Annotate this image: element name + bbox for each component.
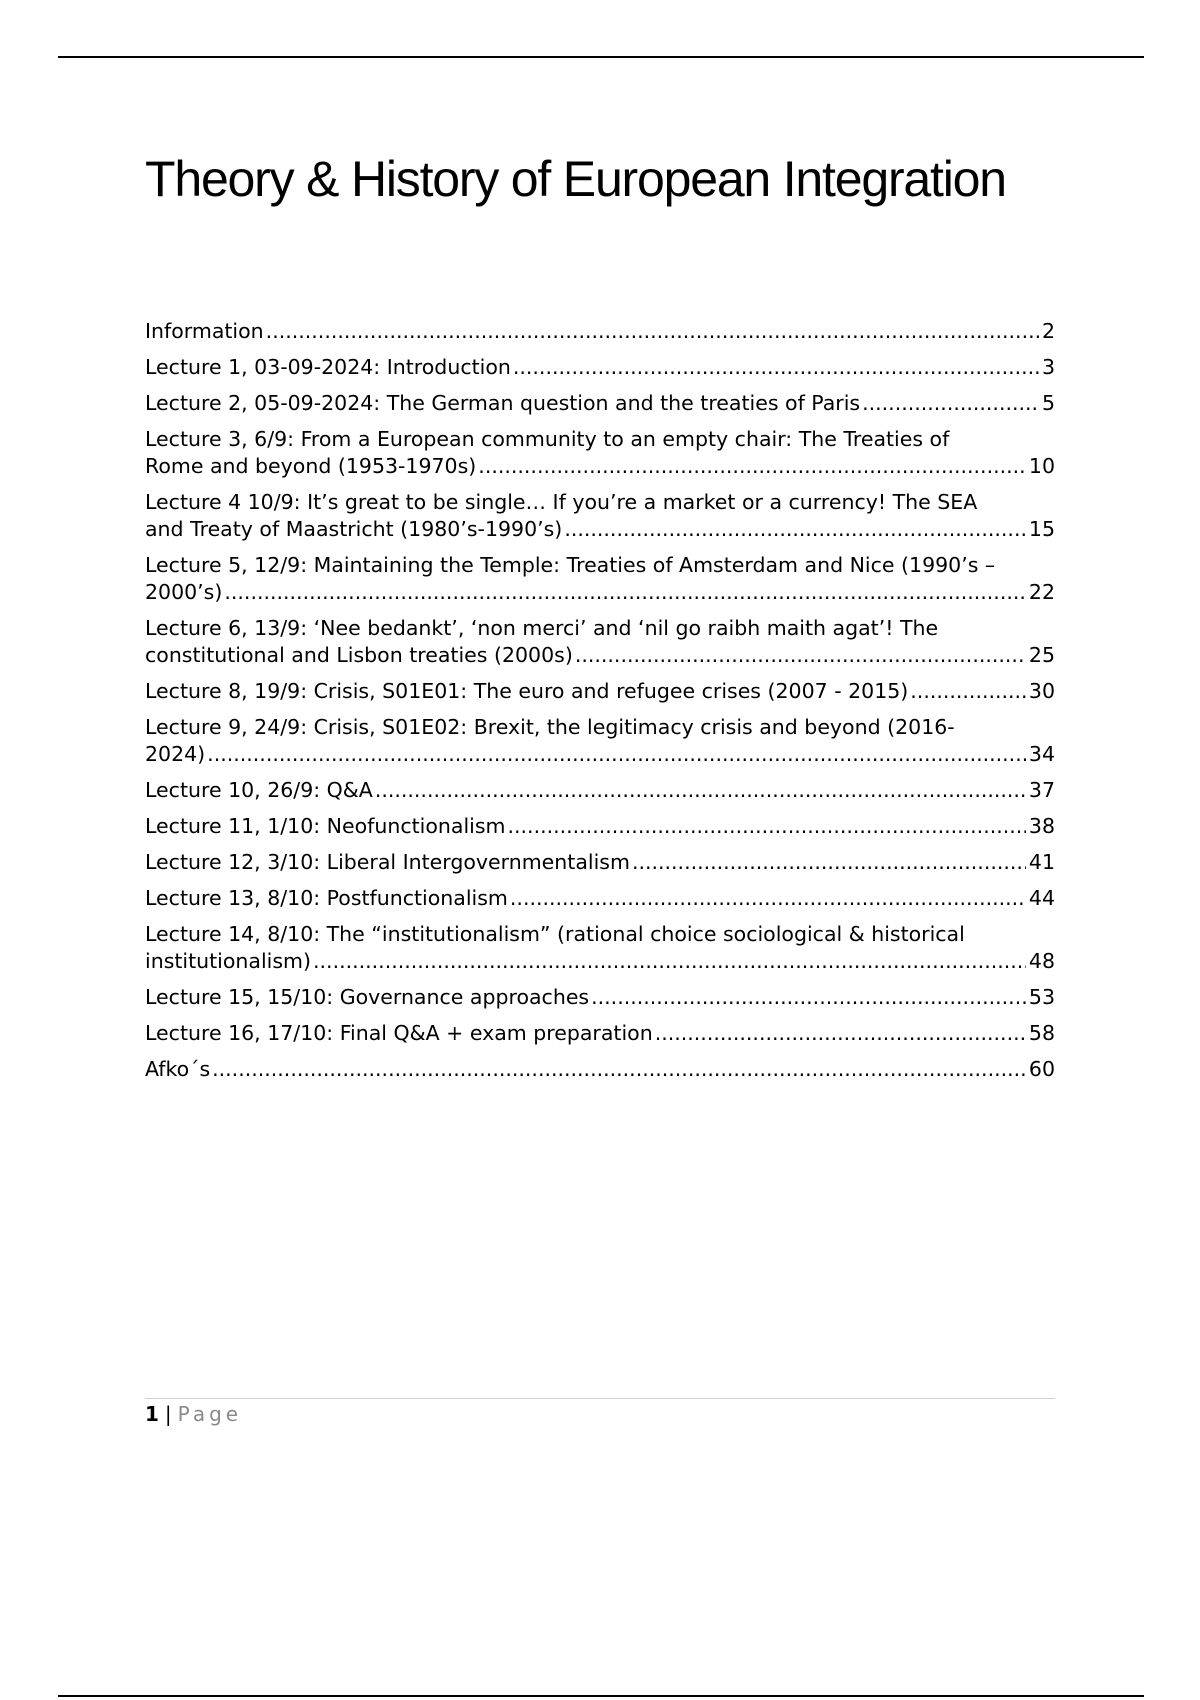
toc-entry-title: Lecture 5, 12/9: Maintaining the Temple: Treaties of Amsterdam and Nice (1990’s – 2000’s) ..... (145, 553, 995, 604)
toc-entry-page-number: 10 (1026, 453, 1055, 480)
toc-entry-page-number: 58 (1026, 1020, 1055, 1047)
toc-entry-page-number: 22 (1026, 579, 1055, 606)
toc-entry-page-number: 3 (1039, 354, 1055, 381)
footer-divider (145, 1398, 1055, 1399)
toc-entry-title: Lecture 4 10/9: It’s great to be single… If you’re a market or a currency! The SEA and Treaty of Maastricht (1980’s-1990’s) ..... (145, 490, 977, 541)
toc-entry-page-number: 15 (1026, 516, 1055, 543)
toc-entry-page-number: 38 (1026, 813, 1055, 840)
toc-entry-title: Lecture 13, 8/10: Postfunctionalism ..... (145, 886, 508, 910)
toc-entry[interactable] (145, 489, 1055, 543)
toc-entry-title: Lecture 6, 13/9: ‘Nee bedankt’, ‘non merci’ and ‘nil go raibh maith agat’! The constitutional and Lisbon treaties (2000s) ..... (145, 616, 938, 667)
toc-entry-page-number: 2 (1039, 318, 1055, 345)
toc-entry-page-number: 48 (1026, 948, 1055, 975)
page-title: Theory & History of European Integration (145, 151, 1006, 207)
toc-entry-page-number: 44 (1026, 885, 1055, 912)
toc-entry[interactable] (145, 426, 1055, 480)
toc-entry[interactable] (145, 678, 1055, 705)
page-footer (145, 1400, 242, 1428)
toc-entry[interactable] (145, 1020, 1055, 1047)
toc-entry-title: Lecture 9, 24/9: Crisis, S01E02: Brexit, the legitimacy crisis and beyond (2016-2024) ..... (145, 715, 955, 766)
toc-entry[interactable] (145, 318, 1055, 345)
toc-entry[interactable] (145, 921, 1055, 975)
toc-entry-page-number: 41 (1026, 849, 1055, 876)
table-of-contents (145, 318, 1055, 1092)
toc-entry[interactable] (145, 615, 1055, 669)
toc-entry-title: Lecture 2, 05-09-2024: The German question and the treaties of Paris ..... (145, 391, 860, 415)
toc-entry[interactable] (145, 885, 1055, 912)
toc-entry[interactable] (145, 849, 1055, 876)
toc-entry-page-number: 60 (1026, 1056, 1055, 1083)
toc-entry[interactable] (145, 552, 1055, 606)
toc-entry-title: Lecture 12, 3/10: Liberal Intergovernmentalism ..... (145, 850, 630, 874)
toc-entry-title: Lecture 1, 03-09-2024: Introduction ..... (145, 355, 511, 379)
toc-entry-title: Lecture 15, 15/10: Governance approaches ..... (145, 985, 589, 1009)
toc-entry-title: Lecture 10, 26/9: Q&A ..... (145, 778, 373, 802)
toc-entry-page-number: 53 (1026, 984, 1055, 1011)
toc-entry-page-number: 37 (1026, 777, 1055, 804)
footer-separator: | (164, 1402, 172, 1426)
toc-entry[interactable] (145, 1056, 1055, 1083)
toc-entry[interactable] (145, 354, 1055, 381)
toc-entry-page-number: 30 (1026, 678, 1055, 705)
toc-entry[interactable] (145, 984, 1055, 1011)
footer-page-label: Page (177, 1402, 243, 1426)
toc-entry[interactable] (145, 777, 1055, 804)
toc-entry-page-number: 25 (1026, 642, 1055, 669)
toc-entry-title: Lecture 14, 8/10: The “institutionalism” (rational choice sociological & historical institutionalism) ..... (145, 922, 965, 973)
toc-entry-page-number: 5 (1039, 390, 1055, 417)
toc-entry-title: Information ..... (145, 319, 264, 343)
toc-entry-page-number: 34 (1026, 741, 1055, 768)
toc-entry-title: Lecture 16, 17/10: Final Q&A + exam preparation ..... (145, 1021, 653, 1045)
toc-entry[interactable] (145, 390, 1055, 417)
bottom-divider (58, 1695, 1144, 1697)
footer-page-number: 1 (145, 1402, 159, 1426)
toc-entry[interactable] (145, 714, 1055, 768)
top-divider (58, 56, 1144, 58)
toc-entry-title: Afko´s ..... (145, 1057, 210, 1081)
toc-entry-title: Lecture 8, 19/9: Crisis, S01E01: The euro and refugee crises (2007 - 2015) ..... (145, 679, 908, 703)
toc-entry[interactable] (145, 813, 1055, 840)
toc-entry-title: Lecture 11, 1/10: Neofunctionalism ..... (145, 814, 506, 838)
toc-entry-title: Lecture 3, 6/9: From a European community to an empty chair: The Treaties of Rome and beyond (1953-1970s) ..... (145, 427, 949, 478)
